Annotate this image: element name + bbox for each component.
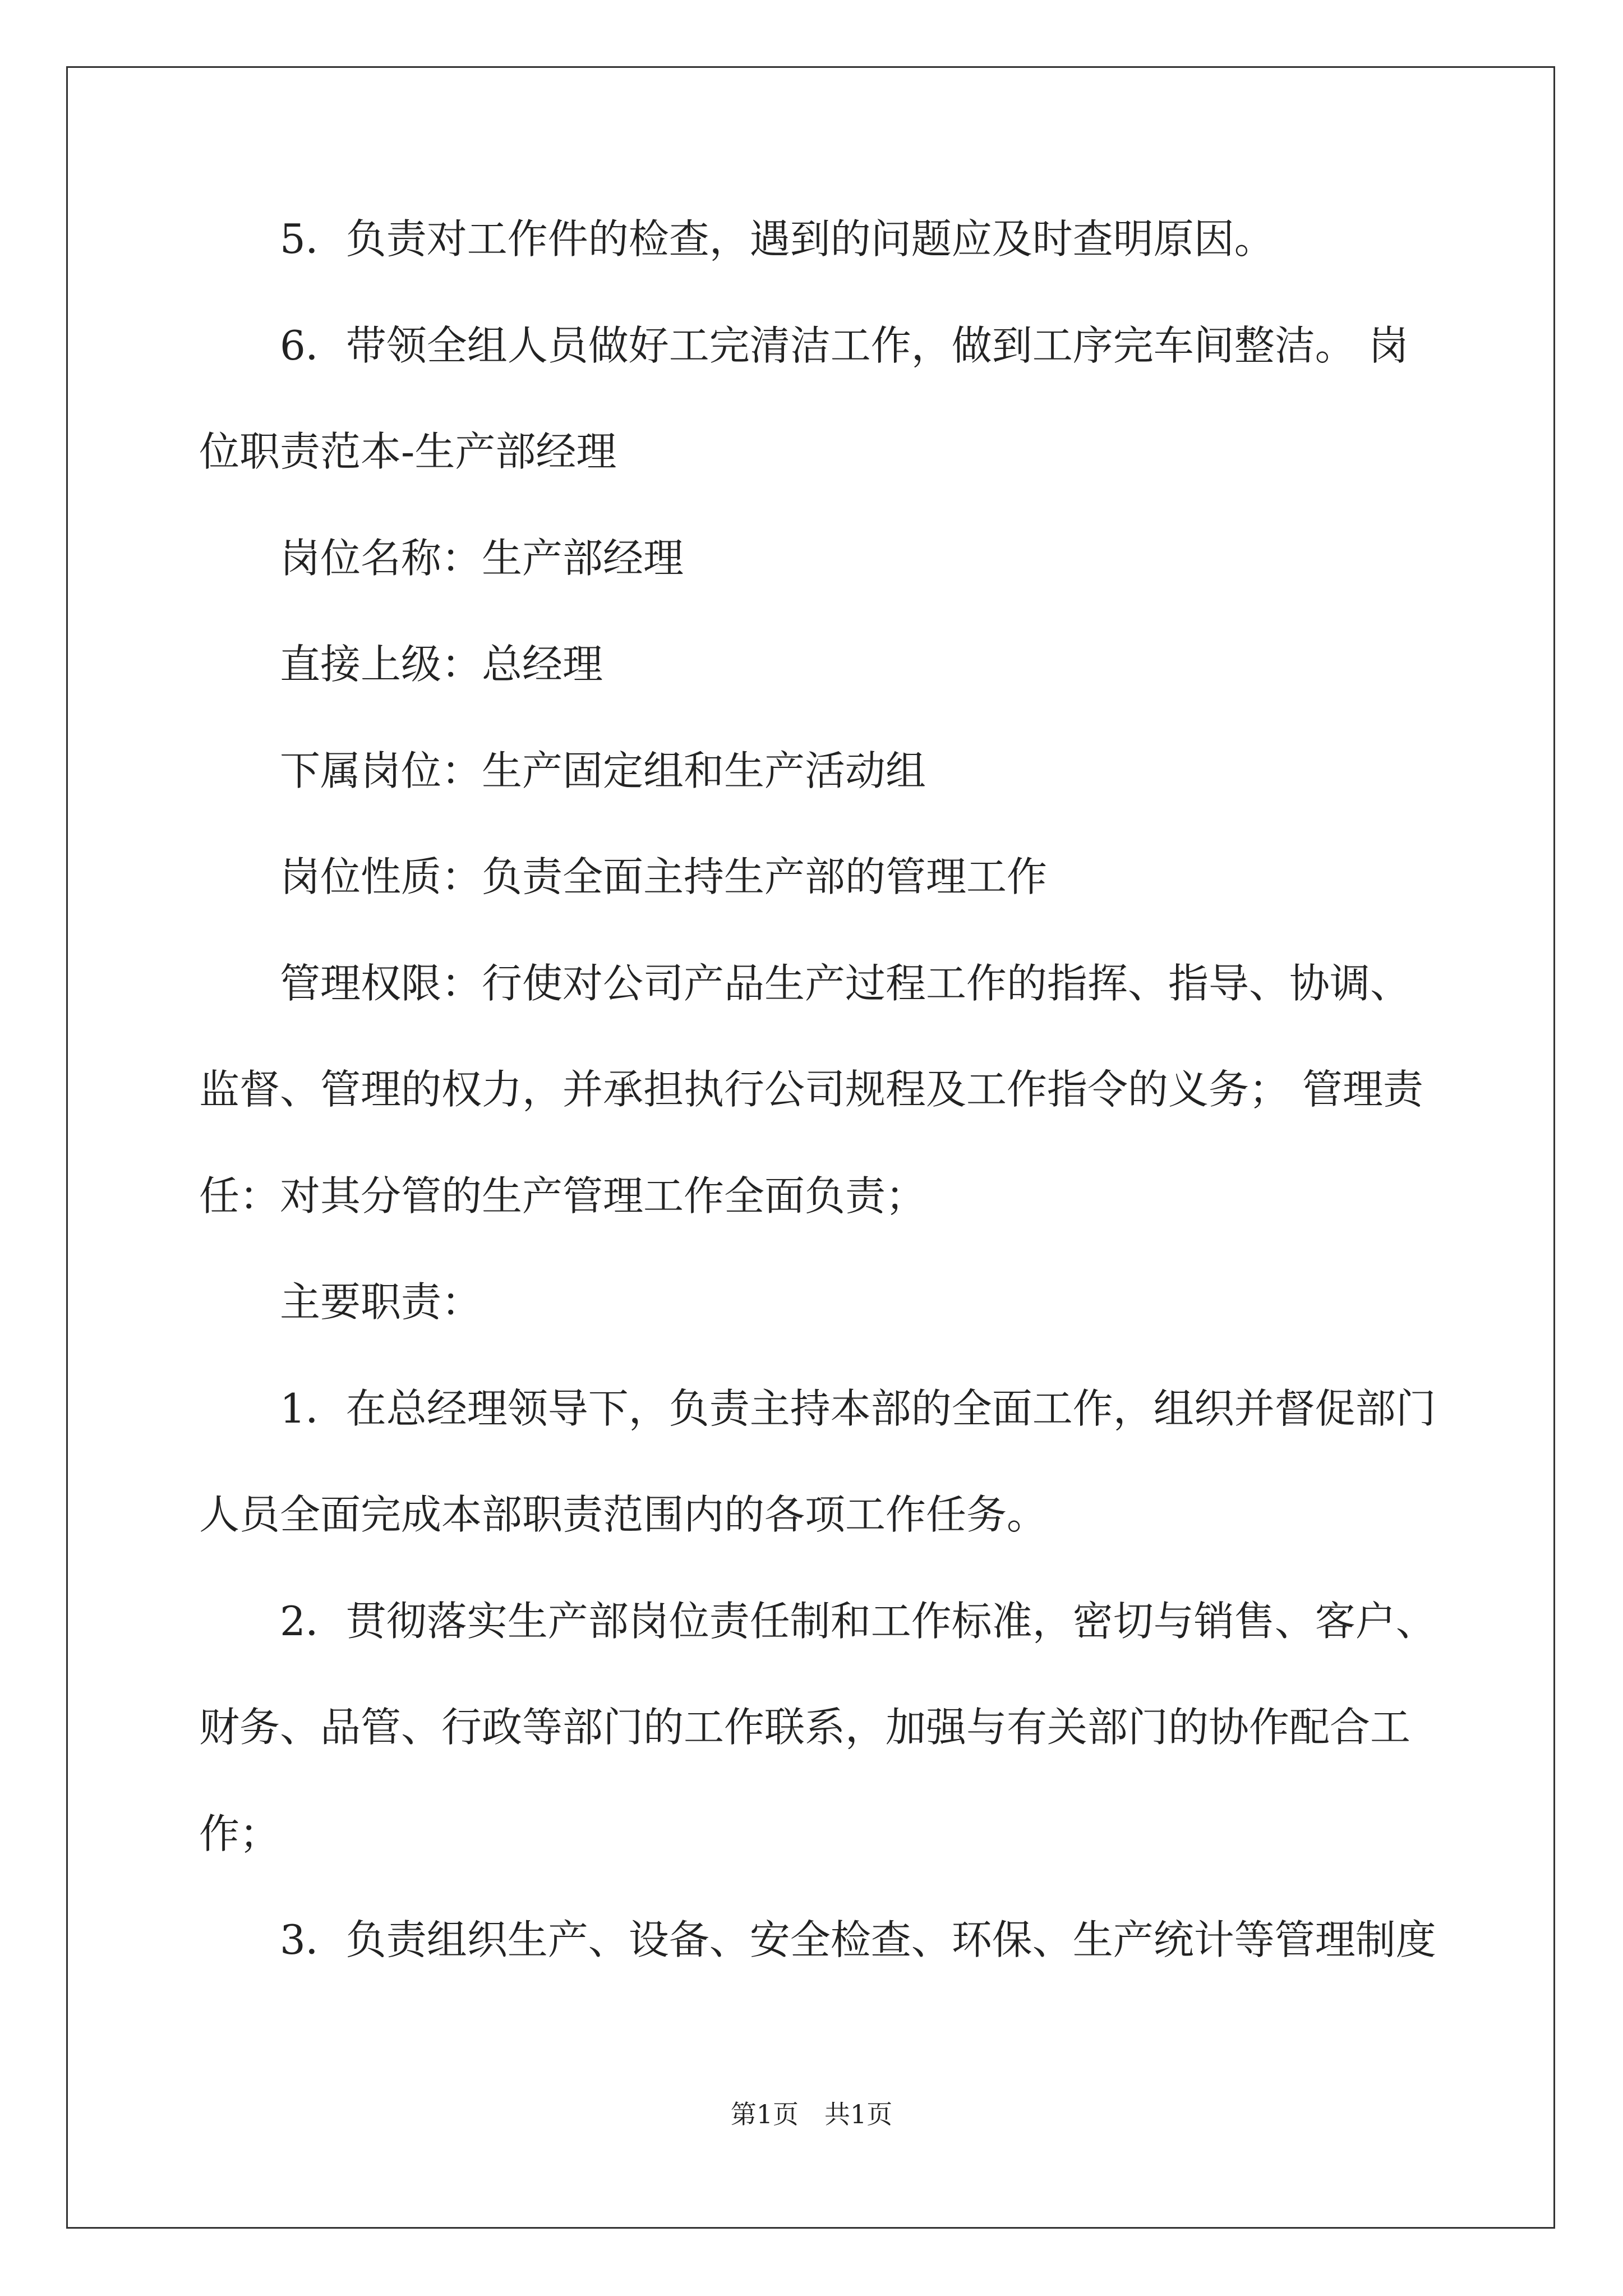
text-line: 管理权限：行使对公司产品生产过程工作的指挥、指导、协调、 — [199, 959, 1411, 1007]
page-footer: 第1页 共1页 — [730, 2099, 893, 2129]
text-line: 任：对其分管的生产管理工作全面负责； — [199, 1172, 926, 1220]
text-line: 主要职责： — [199, 1278, 482, 1326]
text-line: 人员全面完成本部职责范围内的各项工作任务。 — [199, 1491, 1048, 1538]
text-line: 岗位名称：生产部经理 — [199, 534, 684, 582]
text-line: 2．贯彻落实生产部岗位责任制和工作标准，密切与销售、客户、 — [199, 1597, 1436, 1645]
text-line: 6．带领全组人员做好工完清洁工作，做到工序完车间整洁。 岗 — [199, 321, 1409, 369]
text-line: 直接上级：总经理 — [199, 641, 603, 688]
text-line: 下属岗位：生产固定组和生产活动组 — [199, 747, 926, 794]
text-line: 位职责范本-生产部经理 — [199, 428, 617, 475]
text-line: 财务、品管、行政等部门的工作联系，加强与有关部门的协作配合工 — [199, 1704, 1411, 1751]
text-line: 3．负责组织生产、设备、安全检查、环保、生产统计等管理制度 — [199, 1916, 1436, 1963]
document-body — [199, 215, 1436, 2026]
text-line: 作； — [199, 1810, 280, 1857]
text-line: 5．负责对工作件的检查，遇到的问题应及时查明原因。 — [199, 215, 1275, 263]
text-line: 1．在总经理领导下，负责主持本部的全面工作，组织并督促部门 — [199, 1384, 1436, 1432]
text-line: 岗位性质：负责全面主持生产部的管理工作 — [199, 853, 1048, 900]
text-line: 监督、管理的权力，并承担执行公司规程及工作指令的义务； 管理责 — [199, 1066, 1423, 1113]
